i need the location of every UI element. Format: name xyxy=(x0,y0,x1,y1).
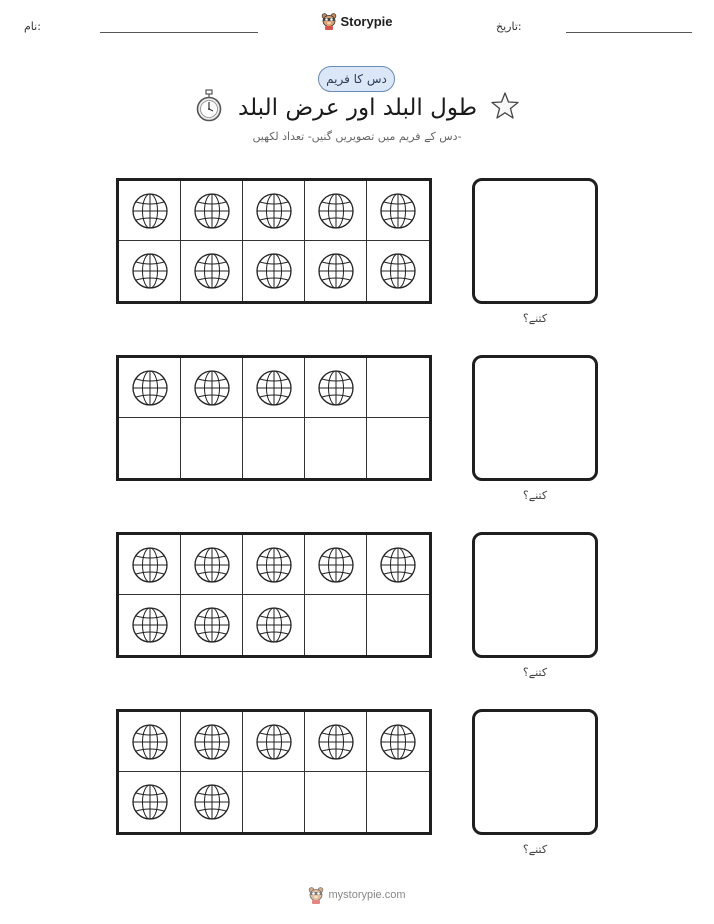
ten-frame-cell xyxy=(181,595,243,655)
ten-frame xyxy=(116,709,432,835)
ten-frame-cell xyxy=(305,181,367,241)
globe-icon xyxy=(255,546,293,584)
globe-icon xyxy=(255,192,293,230)
ten-frame-cell xyxy=(367,535,429,595)
globe-icon xyxy=(131,369,169,407)
ten-frame-cell xyxy=(119,181,181,241)
ten-frame-cell xyxy=(119,241,181,301)
ten-frame-cell xyxy=(243,535,305,595)
ten-frame-cell xyxy=(243,712,305,772)
ten-frame-cell xyxy=(181,181,243,241)
globe-icon xyxy=(131,606,169,644)
ten-frame-cell xyxy=(305,712,367,772)
date-label: تاریخ: xyxy=(496,20,522,33)
ten-frame-cell xyxy=(367,181,429,241)
ten-frame-cell xyxy=(181,535,243,595)
ten-frame-cell xyxy=(367,418,429,478)
globe-icon xyxy=(131,252,169,290)
ten-frame-cell xyxy=(181,241,243,301)
ten-frame-cell xyxy=(305,358,367,418)
ten-frame-cell xyxy=(243,772,305,832)
date-line[interactable] xyxy=(566,32,692,33)
ten-frame-cell xyxy=(119,535,181,595)
globe-icon xyxy=(193,252,231,290)
globe-icon xyxy=(131,783,169,821)
ten-frame-cell xyxy=(119,712,181,772)
globe-icon xyxy=(317,192,355,230)
how-many-label: کتنے؟ xyxy=(522,489,548,502)
globe-icon xyxy=(193,723,231,761)
globe-icon xyxy=(255,723,293,761)
ten-frame-cell xyxy=(305,418,367,478)
globe-icon xyxy=(379,192,417,230)
ten-frame-cell xyxy=(243,418,305,478)
name-label: نام: xyxy=(24,20,41,33)
ten-frame-cell xyxy=(119,772,181,832)
globe-icon xyxy=(379,546,417,584)
ten-frame-cell xyxy=(243,358,305,418)
ten-frame xyxy=(116,178,432,304)
globe-icon xyxy=(131,546,169,584)
stopwatch-icon xyxy=(196,89,222,123)
how-many-label: کتنے؟ xyxy=(522,666,548,679)
answer-box[interactable] xyxy=(472,709,598,835)
globe-icon xyxy=(193,783,231,821)
footer xyxy=(0,886,714,904)
ten-frame-cell xyxy=(305,535,367,595)
how-many-label: کتنے؟ xyxy=(522,843,548,856)
globe-icon xyxy=(255,252,293,290)
ten-frame-cell xyxy=(181,358,243,418)
ten-frame-cell xyxy=(367,712,429,772)
globe-icon xyxy=(193,192,231,230)
globe-icon xyxy=(193,546,231,584)
globe-icon xyxy=(193,606,231,644)
ten-frame-cell xyxy=(181,772,243,832)
globe-icon xyxy=(317,723,355,761)
globe-icon xyxy=(379,723,417,761)
ten-frame-cell xyxy=(119,418,181,478)
ten-frame-cell xyxy=(243,241,305,301)
ten-frame-cell xyxy=(367,772,429,832)
globe-icon xyxy=(131,192,169,230)
ten-frame-cell xyxy=(305,595,367,655)
globe-icon xyxy=(317,369,355,407)
ten-frame-cell xyxy=(119,595,181,655)
bear-logo-icon xyxy=(308,886,324,904)
title-row xyxy=(0,88,714,128)
how-many-label: کتنے؟ xyxy=(522,312,548,325)
brand xyxy=(0,12,714,30)
ten-frame-cell xyxy=(305,241,367,301)
globe-icon xyxy=(255,606,293,644)
globe-icon xyxy=(193,369,231,407)
answer-box[interactable] xyxy=(472,178,598,304)
globe-icon xyxy=(255,369,293,407)
globe-icon xyxy=(131,723,169,761)
bear-logo-icon xyxy=(321,12,337,30)
worksheet-type-badge: دس کا فریم xyxy=(318,66,395,92)
answer-box[interactable] xyxy=(472,355,598,481)
globe-icon xyxy=(317,252,355,290)
globe-icon xyxy=(317,546,355,584)
ten-frame-cell xyxy=(367,358,429,418)
ten-frame-cell xyxy=(243,181,305,241)
ten-frame-cell xyxy=(181,418,243,478)
ten-frame-cell xyxy=(243,595,305,655)
ten-frame-cell xyxy=(367,595,429,655)
answer-box[interactable] xyxy=(472,532,598,658)
ten-frame xyxy=(116,532,432,658)
ten-frame-cell xyxy=(367,241,429,301)
star-icon xyxy=(490,91,520,121)
ten-frame-cell xyxy=(181,712,243,772)
ten-frame-cell xyxy=(119,358,181,418)
globe-icon xyxy=(379,252,417,290)
footer-url: mystorypie.com xyxy=(328,889,406,901)
brand-name: Storypie xyxy=(340,13,393,29)
name-line[interactable] xyxy=(100,32,258,33)
ten-frame xyxy=(116,355,432,481)
instructions: دس کے فریم میں تصویریں گنیں- تعداد لکھیں- xyxy=(252,130,462,143)
page-title: طول البلد اور عرض البلد xyxy=(238,95,478,121)
ten-frame-cell xyxy=(305,772,367,832)
